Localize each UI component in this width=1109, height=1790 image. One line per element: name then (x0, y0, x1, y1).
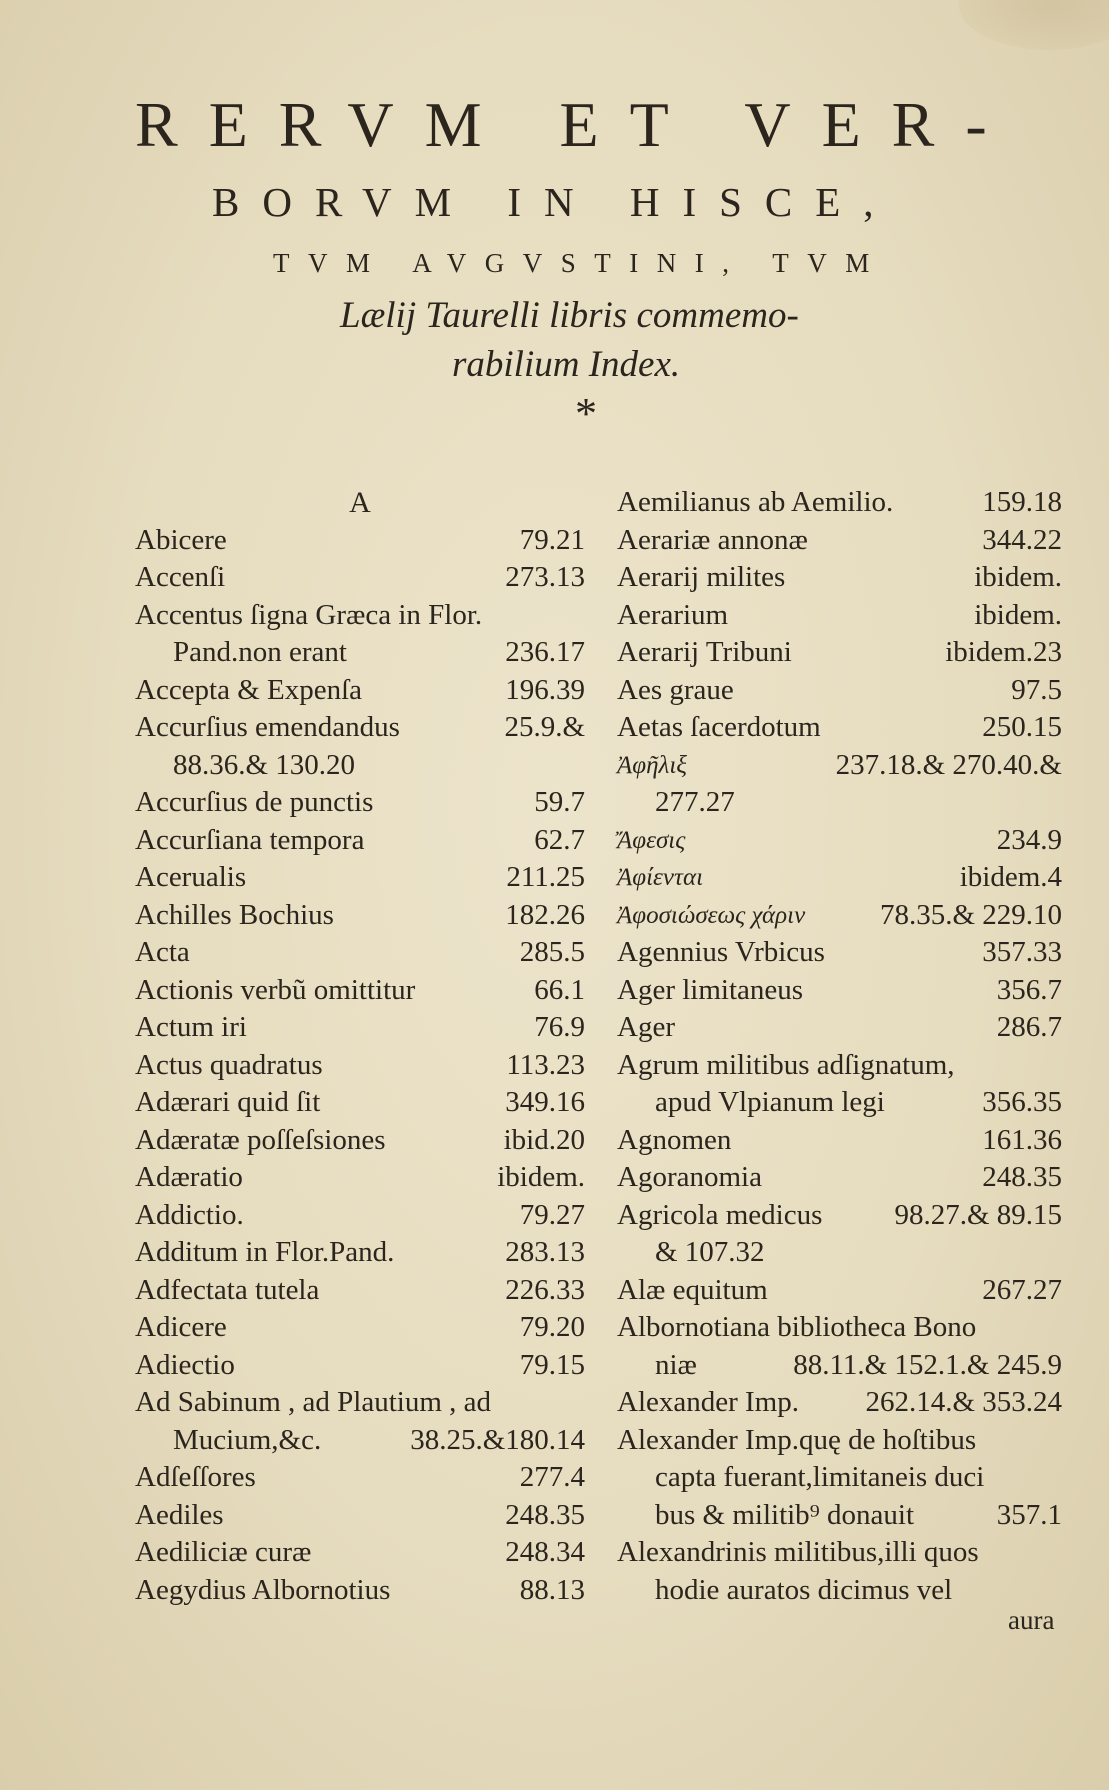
index-entry (617, 1534, 1062, 1572)
index-entry (135, 784, 585, 822)
continuation-text: hodie auratos dicimus vel (655, 1573, 953, 1606)
index-entry (135, 1159, 585, 1197)
entry-ref: 262.14.& 353.24 (865, 1386, 1062, 1418)
entry-ref: 277.4 (519, 1461, 585, 1493)
entry-ref: 79.21 (519, 523, 585, 556)
index-entry (135, 1197, 585, 1235)
index-entry (135, 672, 585, 710)
entry-term: Acta (135, 936, 190, 968)
entry-ref: 59.7 (534, 786, 585, 818)
entry-continuation (617, 1234, 1062, 1272)
entry-continuation (617, 1084, 1062, 1122)
index-entry (617, 1384, 1062, 1422)
index-entry (617, 522, 1062, 560)
index-entry (135, 1459, 585, 1497)
entry-term: Aes graue (617, 673, 734, 706)
entry-continuation (617, 1497, 1062, 1535)
entry-term: Adſeſſores (135, 1461, 256, 1493)
continuation-text: Pand.non erant (173, 636, 347, 668)
entry-term: Acerualis (135, 861, 247, 893)
entry-ref: 267.27 (982, 1273, 1062, 1306)
index-entry (135, 1047, 585, 1085)
continuation-text: Mucium,&c. (173, 1423, 322, 1456)
entry-term: Ἀφῆλιξ (617, 751, 687, 779)
continuation-ref: 38.25.&180.14 (410, 1423, 585, 1456)
entry-ref: 250.15 (982, 711, 1062, 743)
entry-term: Actum iri (135, 1011, 247, 1043)
entry-ref: 62.7 (534, 823, 585, 856)
entry-ref: 79.27 (519, 1198, 585, 1231)
continuation-text: 277.27 (655, 786, 735, 818)
entry-ref: 25.9.& (504, 711, 585, 743)
continuation-ref: 236.17 (505, 636, 585, 668)
index-entry (617, 1159, 1062, 1197)
entry-ref: ibidem. (974, 598, 1062, 631)
entry-term: Aerarij Tribuni (617, 636, 792, 668)
title-line-3: TVM AVGVSTINI, TVM (273, 248, 888, 278)
index-entry (135, 934, 585, 972)
index-entry (617, 1009, 1062, 1047)
title-line-5: rabilium Index. (452, 344, 681, 385)
entry-ref: 234.9 (996, 823, 1062, 856)
entry-ref: 182.26 (505, 898, 585, 931)
index-entry (617, 1422, 1062, 1460)
entry-continuation (617, 1347, 1062, 1385)
entry-term: Ager limitaneus (617, 973, 804, 1006)
entry-term: Alexander Imp. (617, 1386, 799, 1418)
title-line-1: RERVM ET VER- (135, 89, 1018, 160)
index-entry (135, 1309, 585, 1347)
index-entry (135, 522, 585, 560)
entry-term: Adiectio (135, 1348, 235, 1381)
entry-ref: ibid.20 (503, 1123, 585, 1156)
entry-term: Agrum militibus adſignatum, (617, 1048, 955, 1081)
asterisk-ornament: * (575, 389, 597, 438)
entry-term: Accentus ſigna Græca in Flor. (135, 598, 483, 631)
index-entry (617, 1272, 1062, 1310)
continuation-text: apud Vlpianum legi (655, 1086, 885, 1118)
index-entry (135, 1084, 585, 1122)
entry-term: Agennius Vrbicus (617, 936, 825, 968)
entry-term: Alexandrinis militibus,illi quos (617, 1536, 979, 1568)
entry-ref: 196.39 (505, 673, 585, 706)
entry-continuation (135, 747, 585, 785)
index-entry (135, 1009, 585, 1047)
entry-term: Adærari quid ſit (135, 1086, 321, 1118)
entry-ref: 349.16 (505, 1086, 585, 1118)
index-entry (617, 972, 1062, 1010)
index-entry (135, 709, 585, 747)
index-entry (135, 822, 585, 860)
entry-term: Accurſiana tempora (135, 823, 365, 856)
index-entry (617, 1122, 1062, 1160)
index-entry (617, 934, 1062, 972)
continuation-ref: 356.35 (982, 1086, 1062, 1118)
index-entry (617, 1047, 1062, 1085)
index-entry (135, 859, 585, 897)
entry-continuation (135, 634, 585, 672)
entry-term: Actionis verbũ omittitur (135, 973, 416, 1006)
continuation-text: capta fuerant,limitaneis duci (655, 1461, 985, 1493)
entry-ref: 283.13 (505, 1236, 585, 1268)
index-entry (135, 1122, 585, 1160)
entry-term: Adæratio (135, 1161, 243, 1193)
entry-continuation (135, 1422, 585, 1460)
entry-ref: 226.33 (505, 1273, 585, 1306)
entry-term: Agoranomia (617, 1161, 762, 1193)
entry-term: Additum in Flor.Pand. (135, 1236, 395, 1268)
index-entry (617, 634, 1062, 672)
index-entry (617, 484, 1062, 522)
index-entry (617, 1309, 1062, 1347)
entry-ref: 79.15 (519, 1348, 585, 1381)
entry-term: Accepta & Expenſa (135, 673, 363, 706)
entry-term: Aediliciæ curæ (135, 1536, 312, 1568)
continuation-text: 88.36.& 130.20 (173, 748, 356, 781)
entry-ref: 237.18.& 270.40.& (835, 748, 1062, 781)
entry-term: Adæratæ poſſeſsiones (135, 1123, 386, 1156)
continuation-text: & 107.32 (655, 1236, 765, 1268)
section-letter: A (349, 486, 371, 519)
entry-continuation (617, 784, 1062, 822)
index-entry (135, 1534, 585, 1572)
index-entry (135, 1572, 585, 1610)
continuation-text: bus & militib⁹ donauit (655, 1498, 915, 1531)
entry-term: Adfectata tutela (135, 1273, 320, 1306)
entry-term: Actus quadratus (135, 1048, 323, 1081)
paper-stain (959, 0, 1109, 50)
index-column-right (617, 484, 1062, 1609)
entry-term: Aemilianus ab Aemilio. (617, 486, 894, 518)
entry-ref: ibidem.4 (959, 861, 1062, 893)
index-entry (617, 1197, 1062, 1235)
entry-term: Adicere (135, 1311, 227, 1343)
entry-ref: 88.13 (519, 1573, 585, 1606)
entry-ref: 113.23 (506, 1048, 585, 1081)
index-entry (617, 559, 1062, 597)
entry-ref: 344.22 (982, 523, 1062, 556)
entry-term: Agricola medicus (617, 1198, 823, 1231)
entry-term: Ἀφίενται (617, 864, 704, 891)
entry-continuation (617, 1459, 1062, 1497)
index-column-left (135, 484, 585, 1609)
entry-ref: ibidem. (497, 1161, 585, 1193)
entry-ref: ibidem. (974, 561, 1062, 593)
entry-term: Ager (617, 1011, 675, 1043)
entry-term: Achilles Bochius (135, 898, 334, 931)
entry-ref: 248.35 (982, 1161, 1062, 1193)
entry-term: Aerarium (617, 598, 729, 631)
entry-term: Albornotiana bibliotheca Bono (617, 1311, 977, 1343)
catchword: aura (1008, 1605, 1055, 1635)
entry-term: Ἀφοσιώσεως χάριν (617, 901, 806, 929)
entry-continuation (617, 1572, 1062, 1610)
entry-ref: 79.20 (519, 1311, 585, 1343)
index-entry (135, 1234, 585, 1272)
entry-term: Alexander Imp.quę de hoſtibus (617, 1423, 977, 1456)
entry-term: Alæ equitum (617, 1273, 768, 1306)
entry-ref: 286.7 (996, 1011, 1062, 1043)
index-entry (135, 1497, 585, 1535)
title-line-2: BORVM IN HISCE, (212, 179, 897, 225)
index-entry (135, 897, 585, 935)
entry-term: Ἄφεσις (617, 826, 686, 854)
entry-term: Aediles (135, 1498, 224, 1531)
index-entry (617, 859, 1062, 897)
entry-ref: 98.27.& 89.15 (894, 1198, 1062, 1231)
entry-ref: ibidem.23 (945, 636, 1062, 668)
index-entry (617, 822, 1062, 860)
entry-ref: 66.1 (534, 973, 585, 1006)
index-entry (135, 559, 585, 597)
continuation-ref: 357.1 (996, 1498, 1062, 1531)
entry-ref: 356.7 (996, 973, 1062, 1006)
entry-term: Abicere (135, 523, 227, 556)
entry-ref: 159.18 (982, 486, 1062, 518)
index-entry (617, 747, 1062, 785)
entry-term: Aerarij milites (617, 561, 786, 593)
index-entry (617, 672, 1062, 710)
entry-ref: 285.5 (519, 936, 585, 968)
entry-ref: 76.9 (534, 1011, 585, 1043)
entry-ref: 78.35.& 229.10 (879, 898, 1062, 931)
entry-ref: 248.34 (505, 1536, 585, 1568)
index-entry (617, 597, 1062, 635)
entry-term: Aegydius Albornotius (135, 1573, 391, 1606)
index-entry (135, 972, 585, 1010)
index-entry (135, 1272, 585, 1310)
index-entry (617, 709, 1062, 747)
entry-term: Agnomen (617, 1123, 732, 1156)
entry-term: Addictio. (135, 1198, 244, 1231)
index-entry (617, 897, 1062, 935)
entry-ref: 97.5 (1011, 673, 1062, 706)
entry-ref: 161.36 (982, 1123, 1062, 1156)
entry-ref: 211.25 (506, 861, 585, 893)
entry-term: Accurſius emendandus (135, 711, 400, 743)
continuation-text: niæ (655, 1348, 697, 1381)
entry-term: Aetas ſacerdotum (617, 711, 821, 743)
continuation-ref: 88.11.& 152.1.& 245.9 (793, 1348, 1062, 1381)
index-entry (135, 597, 585, 635)
entry-ref: 273.13 (505, 561, 585, 593)
entry-term: Aerariæ annonæ (617, 523, 808, 556)
entry-term: Accenſi (135, 561, 226, 593)
entry-ref: 357.33 (982, 936, 1062, 968)
entry-ref: 248.35 (505, 1498, 585, 1531)
index-entry (135, 1384, 585, 1422)
entry-term: Ad Sabinum , ad Plautium , ad (135, 1386, 492, 1418)
title-line-4: Lælij Taurelli libris commemo- (340, 295, 799, 336)
index-entry (135, 1347, 585, 1385)
entry-term: Accurſius de punctis (135, 786, 374, 818)
